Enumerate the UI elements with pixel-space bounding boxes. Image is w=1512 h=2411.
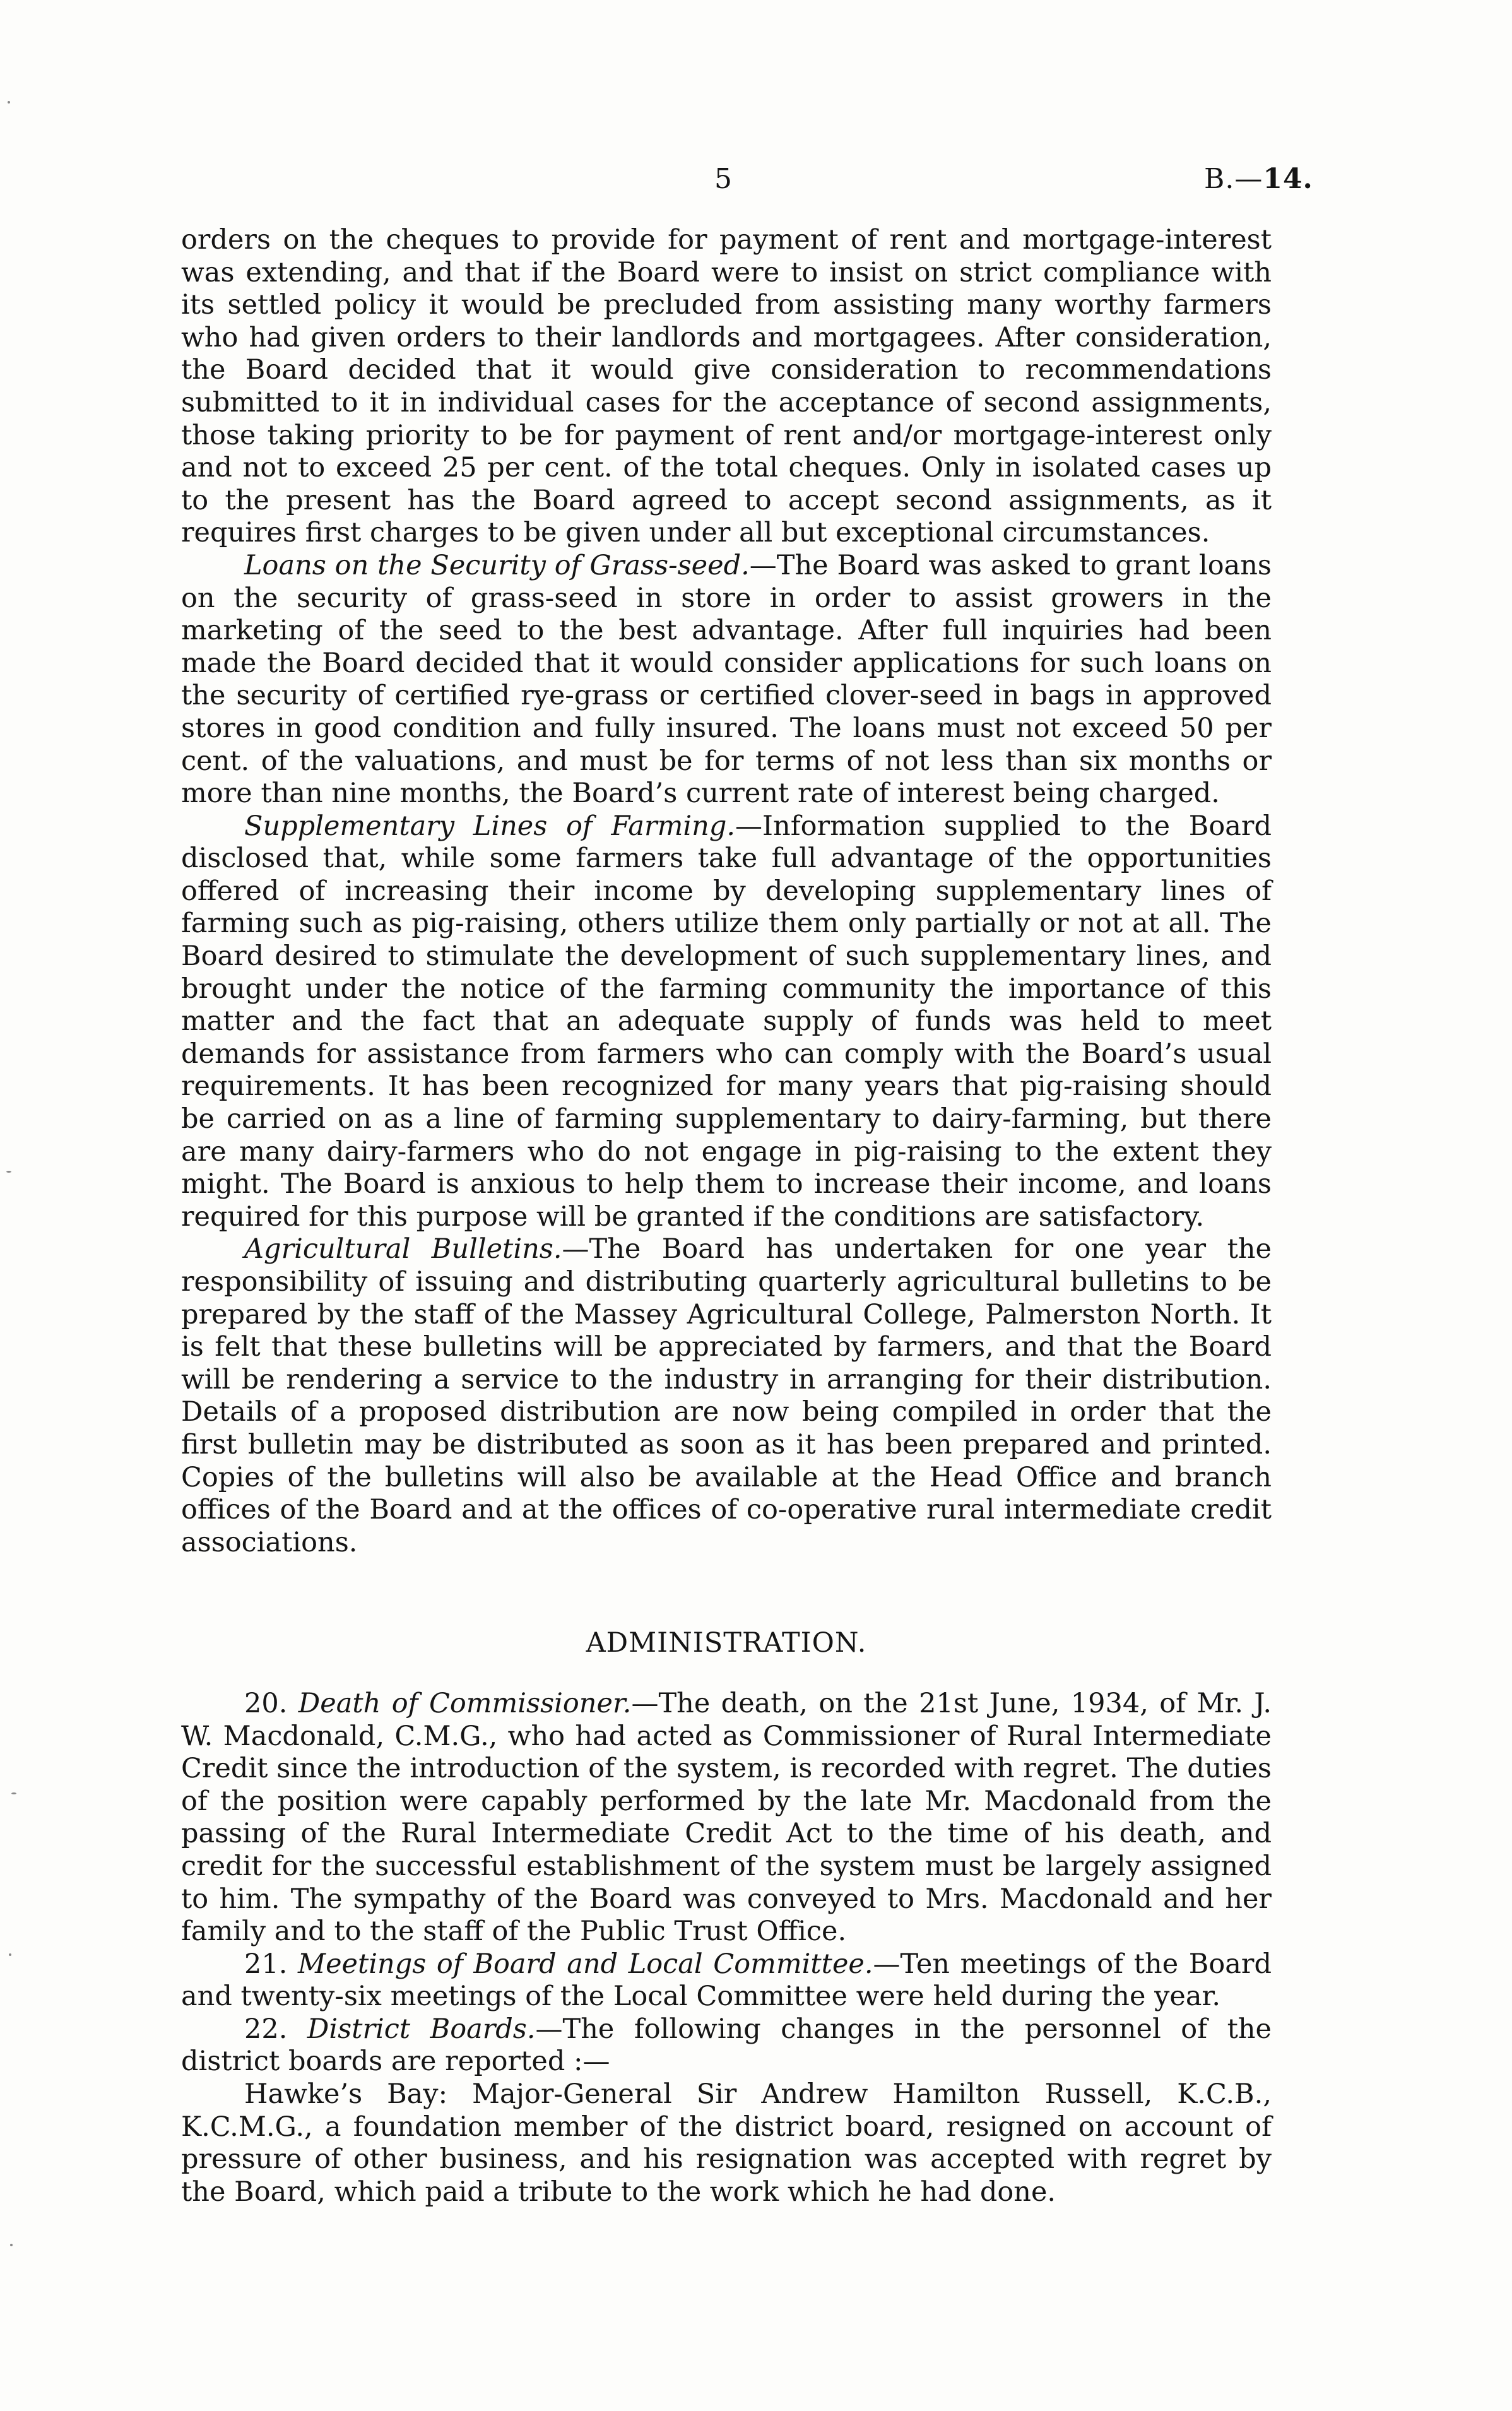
scan-speck bbox=[9, 1953, 11, 1956]
section-text: —Ten meetings of the Board and twenty-six meetings of the Local Committee were held during the year. bbox=[181, 1948, 1272, 2013]
hawkes-bay-entry: Hawke’s Bay: Major-General Sir Andrew Hamilton Russell, K.C.B., K.C.M.G., a foundation member of the district board, resigned on account of pressure of other business, and his resignation was accepted with regret by the Board, which paid a tribute to the work which he had done. bbox=[181, 2078, 1272, 2208]
paragraph-agricultural-bulletins bbox=[181, 1233, 1272, 1559]
section-20 bbox=[181, 1688, 1272, 1948]
section-number: 22. bbox=[244, 2013, 288, 2045]
section-title: Death of Commissioner. bbox=[298, 1687, 632, 1719]
paragraph-grass-seed-loans bbox=[181, 550, 1272, 810]
report-prefix: B.— bbox=[1204, 163, 1263, 195]
scan-speck bbox=[6, 1171, 11, 1173]
section-number: 20. bbox=[244, 1687, 288, 1719]
paragraph-continuation: orders on the cheques to provide for payment of rent and mortgage-interest was extending, and that if the Board were to insist on strict compliance with its settled policy it would be precluded from assisting many worthy farmers who had given orders to their landlords and mortgagees. After consideration, the Board decided that it would give consideration to recommendations submitted to it in individual cases for the acceptance of second assignments, those taking priority to be for payment of rent and/or mortgage-interest only and not to exceed 25 per cent. of the total cheques. Only in isolated cases up to the present has the Board agreed to accept second assignments, as it requires first charges to be given under all but exceptional circumstances. bbox=[181, 224, 1272, 549]
section-text: —The following changes in the personnel of the district boards are reported :— bbox=[181, 2013, 1272, 2078]
section-22 bbox=[181, 2013, 1272, 2078]
scan-speck bbox=[11, 1792, 16, 1794]
scan-speck bbox=[10, 2244, 13, 2246]
report-number: 14. bbox=[1263, 163, 1313, 195]
section-number: 21. bbox=[244, 1948, 288, 1980]
report-reference bbox=[1204, 163, 1313, 195]
section-title: District Boards. bbox=[307, 2013, 536, 2045]
paragraph-text: —The Board has undertaken for one year the responsibility of issuing and distributing quarterly agricultural bulletins to be prepared by the staff of the Massey Agricultural College, Palmerston North. It is felt that these bulletins will be appreciated by farmers, and that the Board will be rendering a service to the industry in arranging for their distribution. Details of a proposed distribution are now being compiled in order that the first bulletin may be distributed as soon as it has been prepared and printed. Copies of the bulletins will also be available at the Head Office and branch offices of the Board and at the offices of co-operative rural intermediate credit associations. bbox=[181, 1233, 1272, 1558]
page-number: 5 bbox=[714, 163, 732, 195]
scan-speck bbox=[8, 101, 10, 104]
section-heading: ADMINISTRATION. bbox=[586, 1627, 867, 1659]
section-21 bbox=[181, 1948, 1272, 2013]
page-header bbox=[0, 163, 1512, 207]
paragraph-title: Supplementary Lines of Farming. bbox=[244, 810, 736, 842]
paragraph-supplementary-farming bbox=[181, 810, 1272, 1234]
section-text: —The death, on the 21st June, 1934, of Mr. J. W. Macdonald, C.M.G., who had acted as Commissioner of Rural Intermediate Credit since the introduction of the system, is recorded with regret. The duties of the position were capably performed by the late Mr. Macdonald from the passing of the Rural Intermediate Credit Act to the time of his death, and credit for the successful establishment of the system must be largely assigned to him. The sympathy of the Board was conveyed to Mrs. Macdonald and her family and to the staff of the Public Trust Office. bbox=[181, 1687, 1272, 1948]
section-title: Meetings of Board and Local Committee. bbox=[298, 1948, 873, 1980]
document-body bbox=[181, 224, 1272, 2208]
paragraph-text: —The Board was asked to grant loans on the security of grass-seed in store in order to assist growers in the marketing of the seed to the best advantage. After full inquiries had been made the Board decided that it would consider applications for such loans on the security of certified rye-grass or certified clover-seed in bags in approved stores in good condition and fully insured. The loans must not exceed 50 per cent. of the valuations, and must be for terms of not less than six months or more than nine months, the Board’s current rate of interest being charged. bbox=[181, 549, 1272, 810]
paragraph-title: Agricultural Bulletins. bbox=[244, 1233, 562, 1265]
paragraph-title: Loans on the Security of Grass-seed. bbox=[244, 549, 750, 581]
paragraph-text: —Information supplied to the Board disclosed that, while some farmers take full advantage of the opportunities offered of increasing their income by developing supplementary lines of farming such as pig-raising, others utilize them only partially or not at all. The Board desired to stimulate the development of such supplementary lines, and brought under the notice of the farming community the importance of this matter and the fact that an adequate supply of funds was held to meet demands for assistance from farmers who can comply with the Board’s usual requirements. It has been recognized for many years that pig-raising should be carried on as a line of farming supplementary to dairy-farming, but there are many dairy-farmers who do not engage in pig-raising to the extent they might. The Board is anxious to help them to increase their income, and loans required for this purpose will be granted if the conditions are satisfactory. bbox=[181, 810, 1272, 1233]
